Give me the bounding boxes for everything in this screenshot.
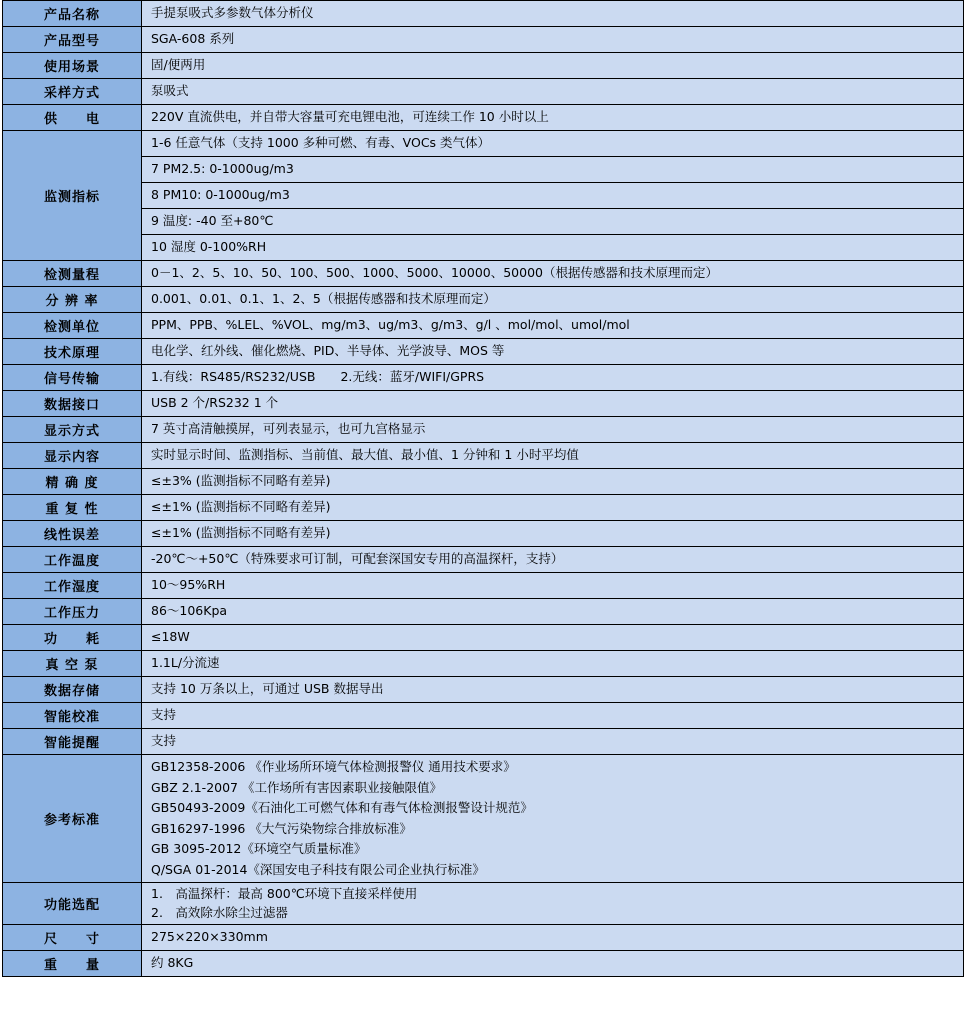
spec-value: 实时显示时间、监测指标、当前值、最大值、最小值、1 分钟和 1 小时平均值 — [142, 443, 964, 469]
spec-label: 重 量 — [3, 951, 142, 977]
spec-table — [2, 0, 964, 977]
spec-label: 工作温度 — [3, 547, 142, 573]
spec-value: SGA-608 系列 — [142, 27, 964, 53]
row-monitor-indicator — [3, 131, 964, 157]
spec-label: 重 复 性 — [3, 495, 142, 521]
spec-value: 10 湿度 0-100%RH — [142, 235, 964, 261]
spec-value-standards — [142, 755, 964, 883]
row-monitor-indicator — [3, 183, 964, 209]
spec-value: 10～95%RH — [142, 573, 964, 599]
spec-value: 固/便两用 — [142, 53, 964, 79]
spec-label: 工作湿度 — [3, 573, 142, 599]
spec-value: 1.1L/分流速 — [142, 651, 964, 677]
spec-value: 1.有线：RS485/RS232/USB 2.无线：蓝牙/WIFI/GPRS — [142, 365, 964, 391]
row-working-humidity — [3, 573, 964, 599]
row-optional-functions — [3, 883, 964, 925]
row-product-model — [3, 27, 964, 53]
spec-label: 产品型号 — [3, 27, 142, 53]
spec-value: 9 温度: -40 至+80℃ — [142, 209, 964, 235]
row-working-temperature — [3, 547, 964, 573]
spec-label: 使用场景 — [3, 53, 142, 79]
spec-label: 工作压力 — [3, 599, 142, 625]
row-smart-calibration — [3, 703, 964, 729]
row-power-consumption — [3, 625, 964, 651]
row-dimensions — [3, 925, 964, 951]
spec-value: 86～106Kpa — [142, 599, 964, 625]
spec-value: 支持 10 万条以上，可通过 USB 数据导出 — [142, 677, 964, 703]
spec-value: 8 PM10: 0-1000ug/m3 — [142, 183, 964, 209]
spec-value: ≤±3% (监测指标不同略有差异) — [142, 469, 964, 495]
row-reference-standards — [3, 755, 964, 883]
spec-value: -20℃～+50℃（特殊要求可订制，可配套深国安专用的高温探杆，支持） — [142, 547, 964, 573]
spec-value: ≤±1% (监测指标不同略有差异) — [142, 521, 964, 547]
option-line: 2. 高效除水除尘过滤器 — [151, 904, 288, 920]
spec-value: 0－1、2、5、10、50、100、500、1000、5000、10000、50000（根据传感器和技术原理而定） — [142, 261, 964, 287]
spec-label: 尺 寸 — [3, 925, 142, 951]
standard-line: GB16297-1996 《大气污染物综合排放标准》 — [151, 820, 412, 836]
spec-label: 线性误差 — [3, 521, 142, 547]
spec-label: 显示内容 — [3, 443, 142, 469]
standard-line: GB50493-2009《石油化工可燃气体和有毒气体检测报警设计规范》 — [151, 800, 533, 815]
row-vacuum-pump — [3, 651, 964, 677]
spec-label: 功能选配 — [3, 883, 142, 925]
spec-value: 275×220×330mm — [142, 925, 964, 951]
row-display-mode — [3, 417, 964, 443]
row-signal-transmission — [3, 365, 964, 391]
spec-value: 0.001、0.01、0.1、1、2、5（根据传感器和技术原理而定） — [142, 287, 964, 313]
spec-label: 精 确 度 — [3, 469, 142, 495]
row-working-pressure — [3, 599, 964, 625]
row-resolution — [3, 287, 964, 313]
standard-line: GB12358-2006 《作业场所环境气体检测报警仪 通用技术要求》 — [151, 759, 516, 774]
spec-label: 技术原理 — [3, 339, 142, 365]
spec-value: 泵吸式 — [142, 79, 964, 105]
row-detection-unit — [3, 313, 964, 339]
spec-label: 产品名称 — [3, 1, 142, 27]
spec-label: 检测量程 — [3, 261, 142, 287]
standard-line: Q/SGA 01-2014《深国安电子科技有限公司企业执行标准》 — [151, 861, 485, 877]
spec-value: 支持 — [142, 729, 964, 755]
spec-value: 7 英寸高清触摸屏，可列表显示，也可九宫格显示 — [142, 417, 964, 443]
row-usage-scene — [3, 53, 964, 79]
spec-label: 真 空 泵 — [3, 651, 142, 677]
row-accuracy — [3, 469, 964, 495]
row-power-supply — [3, 105, 964, 131]
spec-value: 约 8KG — [142, 951, 964, 977]
spec-value: 支持 — [142, 703, 964, 729]
spec-value: 7 PM2.5: 0-1000ug/m3 — [142, 157, 964, 183]
spec-label: 数据接口 — [3, 391, 142, 417]
row-monitor-indicator — [3, 157, 964, 183]
row-repeatability — [3, 495, 964, 521]
row-weight — [3, 951, 964, 977]
row-technical-principle — [3, 339, 964, 365]
spec-value: USB 2 个/RS232 1 个 — [142, 391, 964, 417]
spec-value: 电化学、红外线、催化燃烧、PID、半导体、光学波导、MOS 等 — [142, 339, 964, 365]
row-data-storage — [3, 677, 964, 703]
spec-value: ≤±1% (监测指标不同略有差异) — [142, 495, 964, 521]
row-monitor-indicator — [3, 209, 964, 235]
spec-value: 220V 直流供电，并自带大容量可充电锂电池，可连续工作 10 小时以上 — [142, 105, 964, 131]
row-product-name — [3, 1, 964, 27]
spec-value: 手提泵吸式多参数气体分析仪 — [142, 1, 964, 27]
spec-label: 分 辨 率 — [3, 287, 142, 313]
row-data-interface — [3, 391, 964, 417]
spec-value-options — [142, 883, 964, 925]
spec-label: 显示方式 — [3, 417, 142, 443]
spec-label: 数据存储 — [3, 677, 142, 703]
row-linearity-error — [3, 521, 964, 547]
spec-label-monitor: 监测指标 — [3, 131, 142, 261]
spec-label: 智能校准 — [3, 703, 142, 729]
spec-label: 采样方式 — [3, 79, 142, 105]
spec-label: 智能提醒 — [3, 729, 142, 755]
spec-value: PPM、PPB、%LEL、%VOL、mg/m3、ug/m3、g/m3、g/l 、mol/mol、umol/mol — [142, 313, 964, 339]
spec-value: 1-6 任意气体（支持 1000 多种可燃、有毒、VOCs 类气体） — [142, 131, 964, 157]
row-sampling-method — [3, 79, 964, 105]
spec-label: 供 电 — [3, 105, 142, 131]
row-monitor-indicator — [3, 235, 964, 261]
spec-label: 检测单位 — [3, 313, 142, 339]
row-detection-range — [3, 261, 964, 287]
standard-line: GBZ 2.1-2007 《工作场所有害因素职业接触限值》 — [151, 779, 442, 795]
spec-value: ≤18W — [142, 625, 964, 651]
spec-label: 功 耗 — [3, 625, 142, 651]
row-display-content — [3, 443, 964, 469]
option-line: 1. 高温探杆：最高 800℃环境下直接采样使用 — [151, 886, 418, 901]
spec-label: 信号传输 — [3, 365, 142, 391]
row-smart-reminder — [3, 729, 964, 755]
standard-line: GB 3095-2012《环境空气质量标准》 — [151, 841, 367, 856]
spec-label: 参考标准 — [3, 755, 142, 883]
